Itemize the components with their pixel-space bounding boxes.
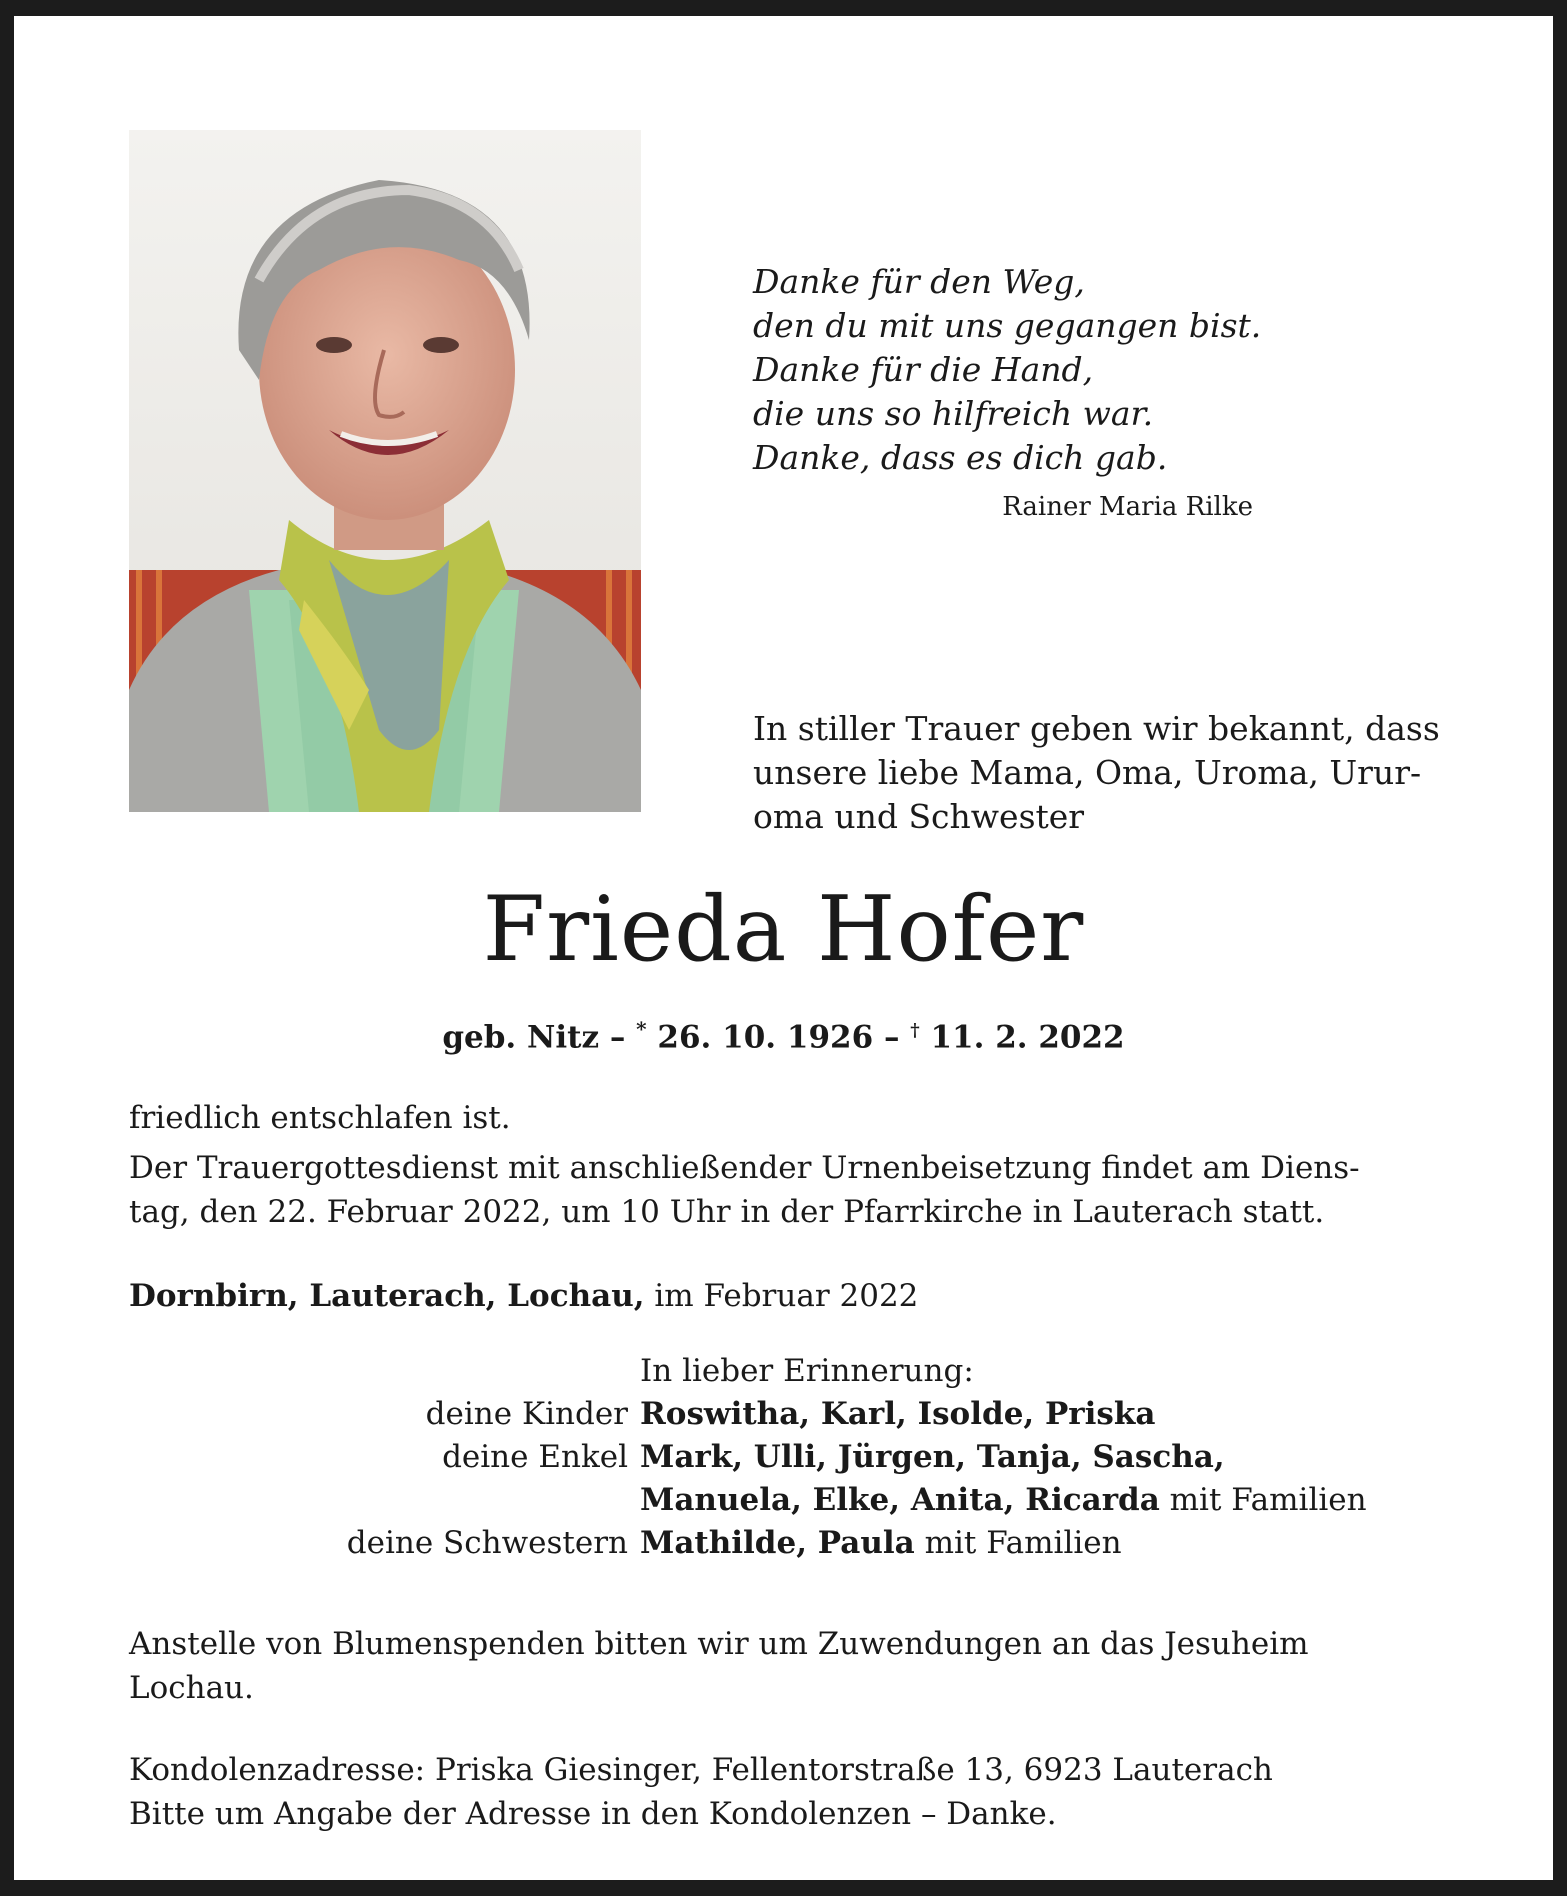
family-row-sisters: [129, 1522, 1459, 1565]
birth-name: geb. Nitz: [442, 1019, 600, 1056]
place-date: [129, 1274, 1459, 1318]
grandchildren-label: deine Enkel: [442, 1439, 628, 1475]
sisters-names: Mathilde, Paula: [640, 1525, 915, 1561]
service-info: [129, 1146, 1459, 1234]
donation-note: [129, 1622, 1459, 1710]
service-line: tag, den 22. Februar 2022, um 10 Uhr in der Pfarrkirche in Lauterach statt.: [129, 1194, 1325, 1230]
children-label: deine Kinder: [425, 1396, 628, 1432]
family-row-grandchildren: [129, 1436, 1459, 1479]
poem-line: Danke für die Hand,: [753, 350, 1094, 389]
grandchildren-names: Mark, Ulli, Jürgen, Tanja, Sascha,: [640, 1439, 1225, 1475]
donation-line: Lochau.: [129, 1670, 254, 1706]
poem-line: die uns so hilfreich war.: [753, 394, 1154, 433]
passed-text: [129, 1096, 1459, 1140]
family-list: [129, 1350, 1459, 1565]
passed-line: friedlich entschlafen ist.: [129, 1100, 511, 1136]
place-date-text: im Februar 2022: [654, 1278, 919, 1314]
family-row-grandchildren-cont: [129, 1479, 1459, 1522]
sisters-suffix: mit Familien: [924, 1525, 1122, 1561]
grandchildren-suffix: mit Familien: [1169, 1482, 1367, 1518]
children-names: Roswitha, Karl, Isolde, Priska: [640, 1396, 1156, 1432]
death-date: 11. 2. 2022: [930, 1019, 1125, 1056]
poem-line: den du mit uns gegangen bist.: [753, 306, 1262, 345]
sisters-label: deine Schwestern: [346, 1525, 628, 1561]
poem-line: Danke, dass es dich gab.: [753, 438, 1168, 477]
death-symbol: †: [910, 1020, 920, 1041]
portrait-photo: [129, 130, 641, 812]
poem-author: Rainer Maria Rilke: [1002, 492, 1253, 522]
condolence-line: Bitte um Angabe der Adresse in den Kondolenzen – Danke.: [129, 1796, 1057, 1832]
service-line: Der Trauergottesdienst mit anschließender Urnenbeisetzung findet am Diens-: [129, 1150, 1360, 1186]
poem-line: Danke für den Weg,: [753, 262, 1085, 301]
family-row-children: [129, 1393, 1459, 1436]
family-heading: In lieber Erinnerung:: [640, 1353, 974, 1389]
life-dates: geb. Nitz – * 26. 10. 1926 – † 11. 2. 2022: [442, 1017, 1125, 1056]
deceased-name: Frieda Hofer: [482, 877, 1085, 982]
condolence-address: [129, 1748, 1459, 1836]
poem: [753, 260, 1313, 480]
grandchildren-names: Manuela, Elke, Anita, Ricarda: [640, 1482, 1160, 1518]
intro-line: oma und Schwester: [753, 797, 1085, 836]
intro-line: unsere liebe Mama, Oma, Uroma, Urur-: [753, 753, 1422, 792]
birth-symbol: *: [636, 1017, 647, 1041]
family-heading-row: [129, 1350, 1459, 1393]
birth-date: 26. 10. 1926: [657, 1019, 874, 1056]
intro-text: [753, 707, 1473, 839]
intro-line: In stiller Trauer geben wir bekannt, dass: [753, 709, 1440, 748]
donation-line: Anstelle von Blumenspenden bitten wir um Zuwendungen an das Jesuheim: [129, 1626, 1309, 1662]
places: Dornbirn, Lauterach, Lochau,: [129, 1278, 645, 1314]
condolence-line: Kondolenzadresse: Priska Giesinger, Fellentorstraße 13, 6923 Lauterach: [129, 1752, 1273, 1788]
